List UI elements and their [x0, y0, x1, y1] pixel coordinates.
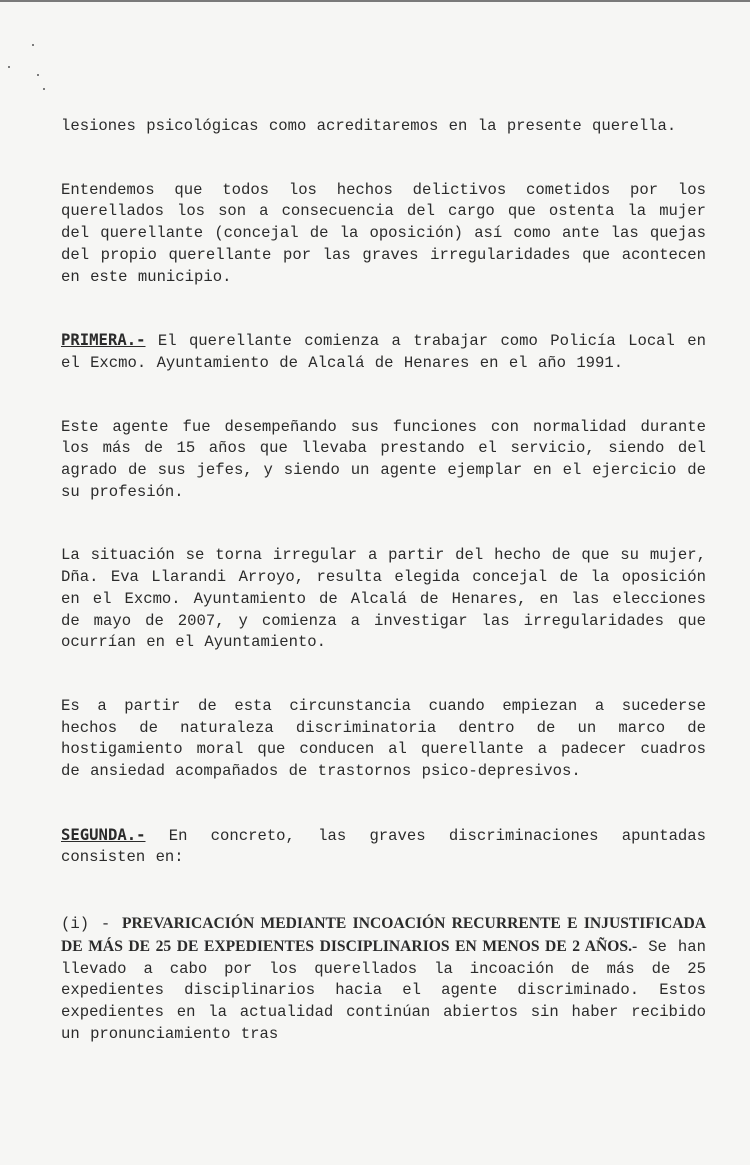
scan-speck: [43, 88, 45, 90]
paragraph: [61, 417, 706, 504]
paragraph-segunda: [61, 825, 706, 869]
paragraph: [61, 116, 706, 138]
paragraph-text: Entendemos que todos los hechos delictivos cometidos por los querellados los son a consecuencia del cargo que ostenta la mujer del querellante (concejal de la oposición) así como ante las quejas del propio querellante por las graves irregularidades que acontecen en este municipio.: [61, 180, 706, 286]
paragraph-text: Es a partir de esta circunstancia cuando empiezan a sucederse hechos de naturaleza discriminatoria dentro de un marco de hostigamiento moral que conducen al querellante a padecer cuadros de ansiedad acompañados de trastornos psico-depresivos.: [61, 696, 706, 781]
paragraph-text: La situación se torna irregular a partir del hecho de que su mujer, Dña. Eva Llarandi Arroyo, resulta elegida concejal de la oposición en el Excmo. Ayuntamiento de Alcalá de Henares, en las elecciones de mayo de 2007, y comienza a investigar las irregularidades que ocurrían en el Ayuntamiento.: [61, 546, 706, 652]
paragraph-primera: [61, 330, 706, 374]
paragraph-text: El querellante comienza a trabajar como Policía Local en el Excmo. Ayuntamiento de Alcalá de Henares en el año 1991.: [61, 332, 706, 372]
document-page: [61, 116, 706, 1045]
paragraph-item-i: [61, 913, 706, 1045]
paragraph: [61, 545, 706, 654]
section-heading-segunda: SEGUNDA.-: [61, 825, 146, 844]
paragraph: [61, 696, 706, 783]
paragraph-text: lesiones psicológicas como acreditaremos en la presente querella.: [61, 117, 677, 135]
paragraph-text: En concreto, las graves discriminaciones apuntadas consisten en:: [61, 826, 706, 867]
top-edge-rule: [0, 0, 750, 2]
item-bold-title: PREVARICACIÓN MEDIANTE INCOACIÓN RECURRENTE E INJUSTIFICADA DE MÁS DE 25 DE EXPEDIENTES DISCIPLINARIOS EN MENOS DE 2 AÑOS.-: [61, 915, 706, 955]
paragraph: [61, 180, 706, 289]
section-heading-primera: PRIMERA.-: [61, 331, 146, 350]
paragraph-text: Este agente fue desempeñando sus funciones con normalidad durante los más de 15 años que llevaba prestando el servicio, siendo del agrado de sus jefes, y siendo un agente ejemplar en el ejercicio de su profesión.: [61, 417, 706, 501]
item-prefix: (i) -: [61, 915, 122, 934]
scan-speck: [8, 66, 10, 68]
scan-speck: [32, 44, 34, 46]
scan-speck: [37, 74, 39, 76]
paragraph-text: Se han llevado a cabo por los querellados la incoación de más de 25 expedientes disciplinarios hacia el agente discriminado. Estos expedientes en la actualidad continúan abiertos sin haber recibido un pronunciamiento tras: [61, 937, 706, 1043]
